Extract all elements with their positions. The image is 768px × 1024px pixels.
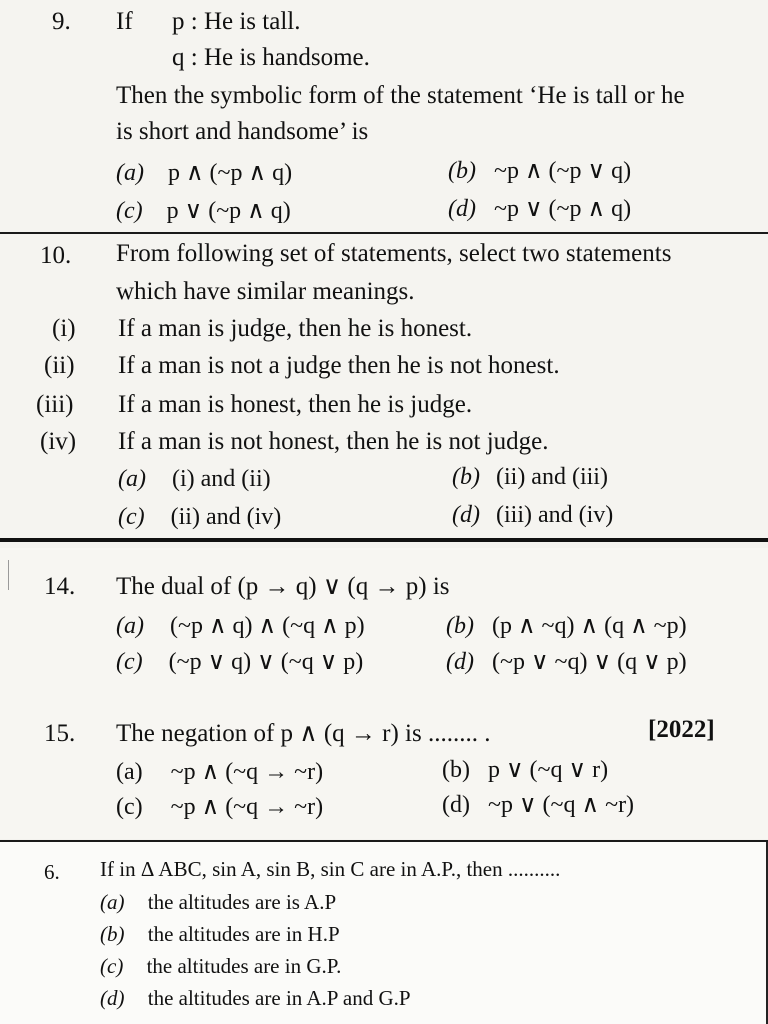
question-number: 15. xyxy=(44,720,76,747)
question-number: 6. xyxy=(44,860,60,884)
question-number: 14. xyxy=(44,573,76,600)
option-label: (d) xyxy=(442,792,470,818)
exam-year-badge: [2022] xyxy=(648,716,715,743)
statement-text: If a man is honest, then he is judge. xyxy=(118,391,473,418)
if-label: If xyxy=(116,8,133,35)
option-b[interactable] xyxy=(100,922,340,947)
divider-q9-q10 xyxy=(0,232,768,234)
option-label: (c) xyxy=(118,504,145,530)
option-d[interactable] xyxy=(452,502,613,529)
option-label: (a) xyxy=(116,759,143,785)
question-stem-line1: From following set of statements, select two statements xyxy=(116,240,672,267)
option-label: (d) xyxy=(100,986,125,1010)
statement-label: (iv) xyxy=(40,428,77,455)
option-text: (iii) and (iv) xyxy=(495,502,614,528)
option-c[interactable] xyxy=(116,196,291,225)
statement-label: (i) xyxy=(52,315,76,342)
option-text: (p ∧ ~q) ∧ (q ∧ ~p) xyxy=(491,613,687,639)
option-label: (d) xyxy=(446,649,474,675)
option-label: (c) xyxy=(100,954,124,978)
option-d[interactable] xyxy=(442,790,634,819)
option-text: (ii) and (iv) xyxy=(170,504,282,530)
statement-label: (ii) xyxy=(44,352,75,379)
statement-label: (iii) xyxy=(36,391,74,418)
option-c[interactable] xyxy=(100,954,341,979)
option-text: (ii) and (iii) xyxy=(495,464,608,490)
option-text: p ∧ (~p ∧ q) xyxy=(167,160,293,186)
option-d[interactable] xyxy=(448,194,631,223)
option-label: (b) xyxy=(452,464,480,490)
option-label: (a) xyxy=(116,160,144,186)
statement-text: If a man is judge, then he is honest. xyxy=(118,315,473,342)
option-a[interactable] xyxy=(116,757,323,786)
statement-text: If a man is not a judge then he is not honest. xyxy=(118,352,560,379)
margin-mark xyxy=(8,560,9,590)
option-b[interactable] xyxy=(452,464,608,491)
question-number: 10. xyxy=(40,242,72,269)
option-label: (d) xyxy=(452,502,480,528)
option-label: (a) xyxy=(116,613,144,639)
option-label: (c) xyxy=(116,794,143,820)
option-text: (i) and (ii) xyxy=(171,466,271,492)
question-stem-line1: Then the symbolic form of the statement ‘He is tall or he xyxy=(116,82,685,109)
option-text: ~p ∨ (~q ∧ ~r) xyxy=(487,792,635,818)
option-label: (a) xyxy=(118,466,146,492)
option-c[interactable] xyxy=(116,792,323,821)
option-text: (~p ∨ q) ∨ (~q ∨ p) xyxy=(168,649,364,675)
option-text: the altitudes are in A.P and G.P xyxy=(147,986,411,1010)
option-text: the altitudes are is A.P xyxy=(147,890,337,914)
question-stem: The negation of p ∧ (q → r) is ........ . xyxy=(116,720,491,747)
p-definition: p : He is tall. xyxy=(172,8,301,35)
option-text: ~p ∧ (~q → ~r) xyxy=(170,794,324,820)
option-text: p ∨ (~p ∧ q) xyxy=(166,198,291,224)
option-text: the altitudes are in G.P. xyxy=(146,954,342,978)
question-stem: If in Δ ABC, sin A, sin B, sin C are in A.P., then .......... xyxy=(100,857,561,881)
option-c[interactable] xyxy=(116,647,363,676)
option-b[interactable] xyxy=(448,156,631,185)
option-label: (b) xyxy=(442,757,470,783)
option-c[interactable] xyxy=(118,504,281,531)
option-text: p ∨ (~q ∨ r) xyxy=(487,757,609,783)
option-a[interactable] xyxy=(116,611,365,640)
option-a[interactable] xyxy=(118,466,271,493)
option-b[interactable] xyxy=(442,755,608,784)
option-label: (c) xyxy=(116,649,143,675)
option-text: ~p ∨ (~p ∧ q) xyxy=(493,196,632,222)
option-a[interactable] xyxy=(100,890,336,915)
option-text: ~p ∧ (~p ∨ q) xyxy=(493,158,632,184)
divider-torn-edge xyxy=(0,538,768,542)
statement-text: If a man is not honest, then he is not judge. xyxy=(118,428,549,455)
option-text: the altitudes are in H.P xyxy=(147,922,340,946)
q-definition: q : He is handsome. xyxy=(172,44,370,71)
option-label: (b) xyxy=(100,922,125,946)
option-label: (c) xyxy=(116,198,143,224)
option-d[interactable] xyxy=(100,986,411,1011)
option-label: (a) xyxy=(100,890,125,914)
option-label: (b) xyxy=(448,158,476,184)
option-b[interactable] xyxy=(446,611,687,640)
question-stem-line2: is short and handsome’ is xyxy=(116,118,369,145)
question-stem: The dual of (p → q) ∨ (q → p) is xyxy=(116,573,450,600)
option-label: (b) xyxy=(446,613,474,639)
option-label: (d) xyxy=(448,196,476,222)
option-a[interactable] xyxy=(116,158,292,187)
option-d[interactable] xyxy=(446,647,687,676)
option-text: (~p ∨ ~q) ∨ (q ∨ p) xyxy=(491,649,687,675)
option-text: (~p ∧ q) ∧ (~q ∧ p) xyxy=(169,613,365,639)
divider-q15-q6 xyxy=(0,840,768,842)
question-number: 9. xyxy=(52,8,71,35)
option-text: ~p ∧ (~q → ~r) xyxy=(170,759,324,785)
question-stem-line2: which have similar meanings. xyxy=(116,278,415,305)
